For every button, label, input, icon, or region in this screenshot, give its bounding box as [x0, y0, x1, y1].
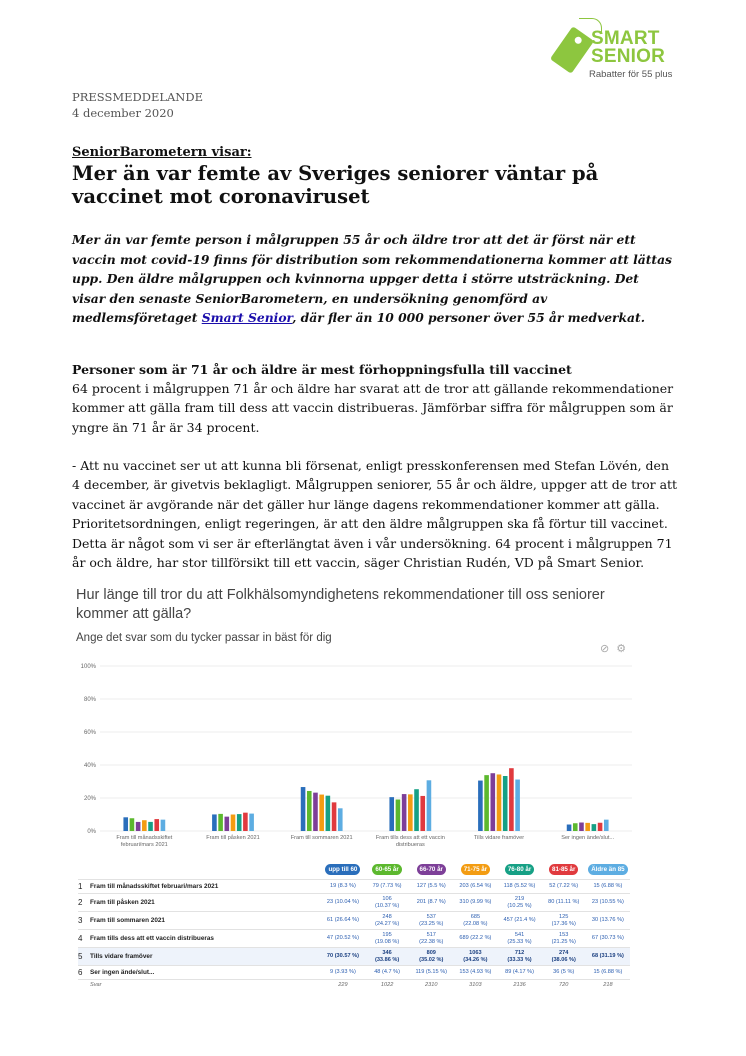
- cell-text: (23.25 %): [419, 920, 444, 927]
- doc-type: PRESSMEDDELANDE: [72, 90, 203, 104]
- bar: [136, 822, 141, 831]
- y-tick-label: 60%: [83, 730, 96, 736]
- footer-count: 218: [586, 980, 630, 991]
- row-number: 4: [78, 930, 88, 948]
- smart-senior-logo: [555, 18, 675, 84]
- table-cell: [365, 912, 409, 930]
- table-cell: [321, 880, 365, 894]
- cell-text: 201 (8.7 %): [416, 899, 446, 905]
- bar-chart: [60, 656, 640, 856]
- smart-senior-link[interactable]: Smart Senior: [201, 310, 293, 326]
- cell-text: (10.25 %): [507, 902, 532, 909]
- cell-text: (10.37 %): [374, 902, 400, 909]
- bar: [408, 794, 413, 831]
- cell-text: 195: [382, 931, 392, 938]
- body-paragraph-2: - Att nu vaccinet ser ut att kunna bli försenat, enligt presskonferensen med Stefan Lövén, den 4 december, är givetvis beklagligt. Målgruppen seniorer, 55 år och äldre, uppger att de tror att vaccinet är avgörande när det gäller hur länge dagens rekommendationer kommer att gälla. Prioritetsordningen, enligt regeringen, är att den äldre målgruppen ska få förtur till vaccinet. Detta är något som vi ser är efterlängtat även i vår undersökning. 64 procent i målgruppen 71 år och äldre, har stor tillförsikt till ett vaccin, säger Christian Rudén, VD på Smart Senior.: [72, 458, 678, 571]
- cell-text: 70 (30.57 %): [326, 953, 359, 959]
- table-cell: [409, 948, 453, 966]
- bar: [427, 780, 432, 831]
- table-cell: [497, 948, 541, 966]
- cell-text: 19 (8.3 %): [330, 883, 356, 889]
- cell-text: 809: [426, 949, 436, 956]
- table-cell: [497, 912, 541, 930]
- bar: [148, 822, 153, 831]
- x-category-label: distribueras: [395, 842, 425, 848]
- bar: [301, 787, 306, 831]
- bar: [491, 773, 496, 831]
- column-header-badge: upp till 60: [325, 864, 360, 875]
- bar: [319, 795, 324, 831]
- column-header[interactable]: [409, 864, 453, 880]
- footer-spacer: [78, 980, 88, 991]
- cell-text: 274: [559, 949, 569, 956]
- row-number: 3: [78, 912, 88, 930]
- bar: [420, 796, 425, 831]
- row-label: Fram till påsken 2021: [88, 894, 321, 912]
- table-cell: [497, 966, 541, 980]
- cell-text: (21.25 %): [551, 938, 576, 945]
- cell-text: 23 (10.55 %): [591, 899, 624, 905]
- bar: [592, 824, 597, 831]
- cell-text: 712: [514, 949, 525, 956]
- cell-text: 23 (10.04 %): [326, 899, 359, 905]
- table-cell: [321, 912, 365, 930]
- table-cell: [586, 894, 630, 912]
- row-label: Tills vidare framöver: [88, 948, 321, 966]
- row-label: Fram till månadsskiftet februari/mars 2021: [88, 880, 321, 894]
- bar: [231, 815, 236, 831]
- table-cell: [365, 894, 409, 912]
- cell-text: 517: [426, 931, 436, 938]
- table-cell: [321, 894, 365, 912]
- cell-text: (35.02 %): [419, 956, 444, 963]
- cell-text: 153 (4.93 %): [459, 969, 492, 975]
- row-number: 1: [78, 880, 88, 894]
- column-header[interactable]: [586, 864, 630, 880]
- bar: [497, 774, 502, 831]
- bar: [130, 818, 135, 831]
- bar: [414, 789, 419, 831]
- footer-count: 229: [321, 980, 365, 991]
- bar: [478, 781, 483, 831]
- column-header-badge: 76-80 år: [505, 864, 534, 875]
- cell-text: 1063: [469, 949, 482, 956]
- bar: [249, 814, 254, 831]
- table-cell: [542, 894, 586, 912]
- header-spacer: [78, 864, 88, 880]
- bar: [503, 776, 508, 831]
- row-label: Ser ingen ände/slut...: [88, 966, 321, 980]
- bar: [237, 814, 242, 831]
- cell-text: 15 (6.88 %): [593, 969, 623, 975]
- cell-text: 127 (5.5 %): [416, 883, 446, 889]
- table-cell: [453, 966, 497, 980]
- bar: [567, 825, 572, 831]
- column-header[interactable]: [497, 864, 541, 880]
- chart-subtitle: Ange det svar som du tycker passar in bäst för dig: [76, 632, 332, 644]
- bar: [218, 814, 223, 831]
- price-tag-icon: [550, 26, 594, 74]
- table-cell: [497, 930, 541, 948]
- bar: [389, 797, 394, 831]
- table-cell: [453, 894, 497, 912]
- bar: [509, 768, 514, 831]
- table-row: [78, 880, 630, 894]
- table-cell: [409, 912, 453, 930]
- table-cell: [453, 930, 497, 948]
- cell-text: 80 (11.11 %): [548, 899, 580, 905]
- row-number: 5: [78, 948, 88, 966]
- cell-text: 48 (4.7 %): [374, 969, 400, 975]
- cell-text: 67 (30.73 %): [591, 935, 624, 941]
- bar: [326, 796, 331, 831]
- cell-text: (24.27 %): [374, 920, 400, 927]
- footer-count: 1022: [365, 980, 409, 991]
- cell-text: 689 (22.2 %): [459, 935, 492, 941]
- cell-text: 537: [426, 913, 436, 920]
- lead-text-before: Mer än var femte person i målgruppen 55 år och äldre tror att det är först när ett vaccin mot covid-19 finns för distribution som rekommendationerna kommer att lättas upp. Den äldre målgruppen och kvinnorna uppger detta i större utsträckning. Det visar den senaste SeniorBarometern, en undersökning genomförd av medlemsföretaget: [72, 232, 672, 326]
- cell-text: 219: [514, 895, 525, 902]
- table-cell: [365, 948, 409, 966]
- bar: [484, 775, 489, 831]
- eye-slash-icon[interactable]: ⊘: [600, 643, 610, 655]
- cell-text: 9 (3.93 %): [330, 969, 356, 975]
- table-row: [78, 912, 630, 930]
- column-header[interactable]: [365, 864, 409, 880]
- cell-text: (34.26 %): [463, 956, 488, 963]
- footer-count: 2310: [409, 980, 453, 991]
- table-cell: [365, 966, 409, 980]
- bar: [225, 817, 230, 831]
- cell-text: (22.38 %): [419, 938, 444, 945]
- cell-text: 15 (6.88 %): [593, 883, 623, 889]
- column-header-badge: 81-85 år: [549, 864, 578, 875]
- y-tick-label: 0%: [87, 829, 96, 835]
- cell-text: (38.06 %): [551, 956, 576, 963]
- table-cell: [321, 966, 365, 980]
- cell-text: 248: [382, 913, 392, 920]
- row-number: 6: [78, 966, 88, 980]
- cell-text: 118 (5.52 %): [503, 883, 536, 889]
- cell-text: 153: [559, 931, 569, 938]
- footer-count: 3103: [453, 980, 497, 991]
- table-row: [78, 894, 630, 912]
- cell-text: 119 (5.15 %): [415, 969, 448, 975]
- table-cell: [409, 894, 453, 912]
- table-cell: [497, 894, 541, 912]
- chart-title: Hur länge till tror du att Folkhälsomyndighetens rekommendationer till oss seniorer kommer att gälla?: [76, 587, 605, 622]
- bar: [573, 823, 578, 831]
- column-header-badge: 60-65 år: [372, 864, 401, 875]
- cell-text: 106: [382, 895, 392, 902]
- bar: [154, 819, 159, 831]
- x-category-label: Tills vidare framöver: [473, 835, 525, 841]
- cell-text: (19.08 %): [374, 938, 400, 945]
- cell-text: 457 (21.4 %): [503, 917, 536, 923]
- column-header[interactable]: [453, 864, 497, 880]
- chart-icons: [600, 642, 626, 655]
- table-cell: [453, 948, 497, 966]
- kicker: SeniorBarometern visar:: [72, 145, 252, 160]
- cell-text: 52 (7.22 %): [549, 883, 579, 889]
- x-category-label: Fram till påsken 2021: [206, 835, 260, 841]
- x-category-label: februari/mars 2021: [120, 842, 168, 848]
- bar: [123, 817, 128, 831]
- lead-text-after: , där fler än 10 000 personer över 55 år medverkat.: [292, 310, 645, 326]
- bar: [598, 823, 603, 831]
- y-tick-label: 100%: [80, 664, 96, 670]
- table-cell: [586, 930, 630, 948]
- bar: [402, 794, 407, 831]
- cell-text: 79 (7.73 %): [372, 883, 402, 889]
- cell-text: 310 (9.99 %): [459, 899, 492, 905]
- table-cell: [365, 880, 409, 894]
- lead-paragraph: [72, 230, 672, 328]
- table-cell: [453, 880, 497, 894]
- y-tick-label: 80%: [83, 697, 96, 703]
- cell-text: (25.33 %): [507, 938, 532, 945]
- logo-tagline: Rabatter för 55 plus: [589, 69, 673, 80]
- row-label: Fram till sommaren 2021: [88, 912, 321, 930]
- cell-text: (33.86 %): [374, 956, 400, 963]
- cell-text: 47 (20.52 %): [326, 935, 359, 941]
- footer-label: Svar: [88, 980, 321, 991]
- header-spacer: [88, 864, 321, 880]
- table-row: [78, 966, 630, 980]
- y-tick-label: 20%: [83, 796, 96, 802]
- footer-count: 2136: [497, 980, 541, 991]
- cell-text: 89 (4.17 %): [505, 969, 535, 975]
- x-category-label: Fram tills dess att ett vaccin: [375, 835, 445, 841]
- x-category-label: Fram till månadsskiftet: [116, 835, 173, 841]
- logo-line-2: SENIOR: [591, 46, 666, 67]
- cell-text: 30 (13.76 %): [591, 917, 624, 923]
- table-cell: [542, 966, 586, 980]
- cell-text: 61 (26.64 %): [326, 917, 359, 923]
- table-cell: [542, 948, 586, 966]
- table-cell: [409, 930, 453, 948]
- table-cell: [453, 912, 497, 930]
- x-category-label: Fram till sommaren 2021: [290, 835, 353, 841]
- column-header[interactable]: [542, 864, 586, 880]
- bar: [332, 802, 337, 831]
- bar: [212, 814, 217, 831]
- table-cell: [321, 930, 365, 948]
- cell-text: (33.33 %): [507, 956, 532, 963]
- footer-count: 720: [542, 980, 586, 991]
- row-number: 2: [78, 894, 88, 912]
- cell-text: (17.36 %): [551, 920, 576, 927]
- cell-text: 125: [559, 913, 569, 920]
- table-cell: [542, 880, 586, 894]
- cell-text: 685: [470, 913, 481, 920]
- table-cell: [586, 880, 630, 894]
- table-cell: [365, 930, 409, 948]
- gear-icon[interactable]: ⚙: [616, 643, 627, 655]
- bar: [313, 793, 318, 831]
- table-cell: [586, 948, 630, 966]
- bar: [585, 823, 590, 831]
- cell-text: (22.08 %): [463, 920, 488, 927]
- table-row: [78, 948, 630, 966]
- cell-text: 203 (6.54 %): [459, 883, 492, 889]
- cell-text: 68 (31.19 %): [591, 953, 624, 959]
- x-category-label: Ser ingen ände/slut...: [561, 835, 615, 841]
- table-footer-row: [78, 980, 630, 991]
- table-row: [78, 930, 630, 948]
- doc-date: 4 december 2020: [72, 106, 174, 120]
- table-cell: [586, 912, 630, 930]
- bar: [604, 820, 609, 831]
- logo-line-1: SMART: [591, 28, 660, 49]
- page-title: Mer än var femte av Sveriges seniorer väntar på vaccinet mot coronaviruset: [72, 162, 599, 208]
- cell-text: 36 (5 %): [553, 969, 575, 975]
- bar: [307, 791, 312, 831]
- row-label: Fram tills dess att ett vaccin distribueras: [88, 930, 321, 948]
- body-paragraph-1: 64 procent i målgruppen 71 år och äldre har svarat att de tror att gällande rekommendationer kommer att gälla fram till dess att vaccin distribueras. Jämförbar siffra för målgruppen som är yngre än 71 år är 34 procent.: [72, 381, 674, 435]
- results-table: [78, 864, 630, 990]
- column-header-badge: 71-75 år: [461, 864, 490, 875]
- cell-text: 541: [514, 931, 525, 938]
- bar: [161, 820, 166, 831]
- table-cell: [542, 912, 586, 930]
- column-header-badge: Äldre än 85: [588, 864, 627, 875]
- table-cell: [409, 880, 453, 894]
- bar: [243, 813, 248, 831]
- column-header[interactable]: [321, 864, 365, 880]
- bar: [142, 820, 147, 831]
- table-cell: [497, 880, 541, 894]
- cell-text: 346: [382, 949, 392, 956]
- bar: [515, 780, 520, 831]
- column-header-badge: 66-70 år: [417, 864, 446, 875]
- table-cell: [321, 948, 365, 966]
- section-subhead: Personer som är 71 år och äldre är mest förhoppningsfulla till vaccinet: [72, 362, 572, 377]
- bar: [579, 823, 584, 831]
- table-cell: [586, 966, 630, 980]
- bar: [396, 800, 401, 831]
- table-cell: [542, 930, 586, 948]
- y-tick-label: 40%: [83, 763, 96, 769]
- table-cell: [409, 966, 453, 980]
- bar: [338, 808, 343, 831]
